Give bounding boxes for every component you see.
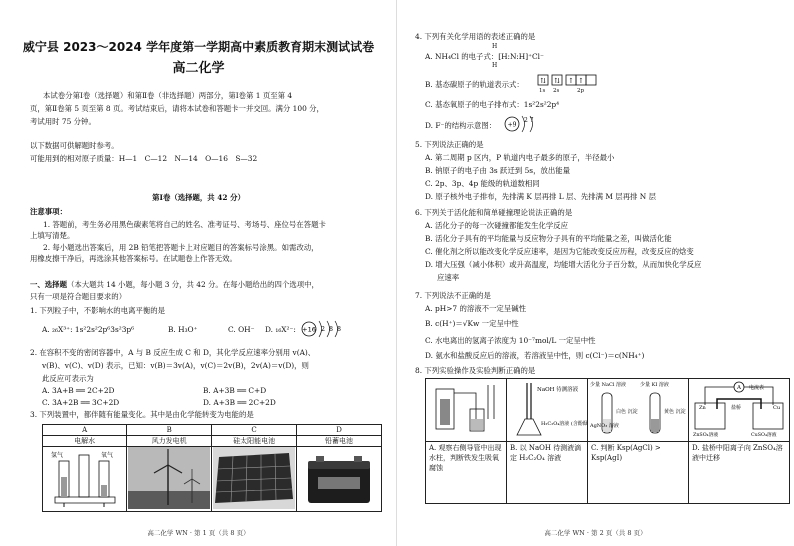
section-title: 第Ⅰ卷（选择题，共 42 分）	[152, 193, 245, 202]
q3-image-electrolysis	[43, 447, 127, 512]
q8-figure-c	[588, 379, 689, 442]
svg-text:CuSO₄溶液: CuSO₄溶液	[751, 433, 777, 438]
q1-ion-structure-diagram	[299, 318, 349, 340]
svg-text:Zn: Zn	[699, 405, 706, 411]
q2-option-c: C. 3A+2B ══ 3C+2D	[42, 398, 120, 407]
q3-image-wind-turbine	[127, 447, 212, 512]
svg-text:↑: ↑	[568, 77, 574, 85]
q2-option-b: B. A+3B ══ C+D	[203, 386, 267, 395]
q3-header-a: A	[43, 425, 127, 436]
svg-text:少量 NaCl 溶液: 少量 NaCl 溶液	[590, 382, 626, 388]
svg-text:NaOH 待测溶液: NaOH 待测溶液	[537, 387, 579, 393]
svg-text:氧气: 氧气	[100, 452, 113, 459]
svg-text:2: 2	[321, 326, 325, 333]
q2-line-1: 2. 在容积不变的密闭容器中，A 与 B 反应生成 C 和 D，其化学反应速率分别用 v(A)、	[30, 348, 316, 357]
reference-line-1: 以下数据可供解题时参考。	[30, 141, 119, 150]
svg-text:H₂C₂O₄溶液 (含酚酞): H₂C₂O₄溶液 (含酚酞)	[541, 421, 587, 427]
q5-option-d: D. 原子核外电子排布，先排满 K 层再排 L 层、先排满 M 层再排 N 层	[425, 192, 656, 201]
orbital-label-2s: 2s	[553, 88, 560, 94]
q4-option-a: A. NH₄Cl 的电子式：[H:N:H]⁺Cl⁻	[425, 52, 544, 61]
svg-text:⇅: ⇅	[540, 77, 546, 85]
orbital-label-2p: 2p	[577, 88, 585, 94]
q2-line-3: 此反应可表示为	[42, 374, 94, 383]
q4-option-b: B. 基态碳原子的轨道表示式：	[425, 80, 524, 89]
q3-device-table	[42, 424, 382, 512]
q8-stem: 8. 下列实验操作及实验判断正确的是	[415, 366, 536, 375]
mc-instructions-line-2: 只有一项是符合题目要求的）	[30, 292, 127, 301]
orbital-label-1s: 1s	[539, 88, 546, 94]
intro-line-1: 本试卷分第Ⅰ卷（选择题）和第Ⅱ卷（非选择题）两部分，第Ⅰ卷第 1 页至第 4	[43, 91, 293, 100]
lead-acid-battery-icon	[298, 447, 380, 509]
q6-stem: 6. 下列关于活化能和简单碰撞理论说法正确的是	[415, 208, 573, 217]
svg-text:AgNO₃ 溶液: AgNO₃ 溶液	[590, 423, 619, 429]
svg-text:⇅: ⇅	[554, 77, 560, 85]
electrolysis-apparatus-icon	[45, 447, 125, 509]
q3-label-d: 铅蓄电池	[297, 436, 382, 447]
q6-option-a: A. 活化分子的每一次碰撞都能发生化学反应	[425, 221, 569, 230]
precipitation-test-tubes-icon	[588, 379, 688, 439]
intro-line-2: 页，第Ⅱ卷第 5 页至第 8 页。考试结束后，请将本试卷和答题卡一并交回。满分 100 分，	[30, 104, 324, 113]
q5-option-a: A. 第二周期 p 区内，P 轨道内电子最多的原子，半径最小	[425, 153, 615, 162]
q5-option-c: C. 2p、3p、4p 能级的轨道数相同	[425, 179, 540, 188]
svg-text:氢气: 氢气	[50, 452, 63, 459]
q8-option-c: C. 判断 Ksp(AgCl) > Ksp(AgI)	[588, 442, 689, 504]
q3-header-b: B	[127, 425, 212, 436]
svg-text:电流表: 电流表	[749, 385, 765, 391]
q7-option-d: D. 氨水和盐酸反应后的溶液，若溶液呈中性，则 c(Cl⁻)＝c(NH₄⁺)	[425, 351, 645, 360]
q8-figure-b	[507, 379, 588, 442]
q7-stem: 7. 下列说法不正确的是	[415, 291, 491, 300]
q4-option-a-h-top: H	[492, 43, 498, 50]
exam-title: 威宁县 2023～2024 学年度第一学期高中素质教育期末测试试卷	[22, 40, 375, 54]
q8-option-a: A. 观察右侧导管中出现水柱，判断铁发生吸氧腐蚀	[426, 442, 507, 504]
q4-option-d: D. F⁻的结构示意图：	[425, 121, 497, 130]
q5-option-b: B. 钠原子的电子由 3s 跃迁到 5s，放出能量	[425, 166, 571, 175]
galvanic-cell-apparatus-icon	[689, 379, 789, 439]
q2-line-2: v(B)、v(C)、v(D) 表示，已知：v(B)＝3v(A)，v(C)＝2v(B)，2v(A)＝v(D)，则	[42, 361, 309, 370]
q1-option-a: A. ₂₆X³⁺: 1s²2s²2p⁶3s²3p⁶	[42, 325, 135, 334]
q6-option-c: C. 催化剂之所以能改变化学反应速率，是因为它能改变反应历程，改变反应的焓变	[425, 247, 694, 256]
q8-figure-d	[689, 379, 790, 442]
q4-option-c: C. 基态氧原子的电子排布式：1s²2s²2p⁴	[425, 100, 560, 109]
q3-label-c: 硅太阳能电池	[212, 436, 297, 447]
q3-image-solar-panel	[212, 447, 297, 512]
svg-text:少量 KI 溶液: 少量 KI 溶液	[640, 382, 669, 388]
q1-option-d: D. ₁₆X²⁻:	[265, 325, 296, 334]
svg-text:+16: +16	[302, 325, 316, 334]
svg-text:ZnSO₄溶液: ZnSO₄溶液	[693, 433, 719, 438]
solar-panel-icon	[213, 447, 295, 509]
note-1-line-1: 1. 答题前，考生务必用黑色碳素笔将自己的姓名、准考证号、考场号、座位号在答题卡	[43, 220, 326, 229]
titration-apparatus-icon	[507, 379, 587, 439]
wind-turbine-icon	[128, 447, 210, 509]
q3-header-d: D	[297, 425, 382, 436]
page-2-footer: 高二化学 WN · 第 2 页（共 8 页）	[544, 529, 647, 537]
q3-image-lead-battery	[297, 447, 382, 512]
q4-stem: 4. 下列有关化学用语的表述正确的是	[415, 32, 536, 41]
q1-option-b: B. H₃O⁺	[168, 325, 198, 334]
q8-option-d: D. 盐桥中阳离子向 ZnSO₄溶液中迁移	[689, 442, 790, 504]
q4-fluoride-shell-numbers: 2 7	[524, 117, 534, 124]
svg-text:Cu: Cu	[773, 405, 781, 411]
notes-title: 注意事项：	[30, 207, 67, 216]
page-1-footer: 高二化学 WN · 第 1 页（共 8 页）	[147, 529, 250, 537]
q4-fluoride-structure-diagram	[502, 112, 542, 136]
q2-option-a: A. 3A+B ══ 2C+2D	[42, 386, 115, 395]
q6-option-d: D. 增大压强（减小体积）或升高温度，均能增大活化分子百分数，从而加快化学反应	[425, 260, 702, 269]
svg-text:A: A	[737, 385, 741, 391]
q3-stem: 3. 下列装置中，都伴随有能量变化。其中是由化学能转变为电能的是	[30, 410, 254, 419]
q8-figure-a	[426, 379, 507, 442]
q1-stem: 1. 下列粒子中，不影响水的电离平衡的是	[30, 306, 166, 315]
iron-corrosion-apparatus-icon	[426, 379, 506, 439]
svg-text:8: 8	[329, 326, 333, 333]
q3-header-c: C	[212, 425, 297, 436]
intro-line-3: 考试用时 75 分钟。	[30, 117, 96, 126]
reference-line-2: 可能用到的相对原子质量：H—1 C—12 N—14 O—16 S—32	[30, 154, 258, 163]
q7-option-c: C. 水电离出的氢离子浓度为 10⁻⁷mol/L 一定呈中性	[425, 336, 596, 345]
q6-option-d-continued: 应速率	[437, 273, 460, 282]
svg-text:黄色 沉淀: 黄色 沉淀	[664, 409, 686, 415]
note-2-line-2: 用橡皮擦干净后，再选涂其他答案标号。在试题卷上作答无效。	[30, 254, 237, 263]
q4-option-a-h-bottom: H	[492, 62, 498, 69]
svg-text:+9: +9	[507, 121, 517, 129]
note-1-line-2: 上填写清楚。	[30, 231, 75, 240]
q8-option-b: B. 以 NaOH 待测液滴定 H₂C₂O₄ 溶液	[507, 442, 588, 504]
q6-option-b: B. 活化分子具有的平均能量与反应物分子具有的平均能量之差，叫做活化能	[425, 234, 672, 243]
q1-option-c: C. OH⁻	[228, 325, 255, 334]
subject-title: 高二化学	[172, 61, 225, 76]
note-2-line-1: 2. 每小题选出答案后，用 2B 铅笔把答题卡上对应题目的答案标号涂黑。如需改动，	[43, 243, 319, 252]
q8-experiment-table	[425, 378, 790, 504]
q3-label-b: 风力发电机	[127, 436, 212, 447]
page-2	[397, 0, 794, 546]
svg-text:白色 沉淀: 白色 沉淀	[616, 409, 638, 415]
q2-option-d: D. A+3B ══ 2C+2D	[203, 398, 276, 407]
svg-text:盐桥: 盐桥	[731, 405, 742, 411]
svg-text:8: 8	[337, 326, 341, 333]
q7-option-a: A. pH>7 的溶液不一定呈碱性	[425, 304, 526, 313]
q3-label-a: 电解水	[43, 436, 127, 447]
mc-instructions-line-1: 一、选择题（本大题共 14 小题，每小题 3 分，共 42 分。在每小题给出的四个选项中，	[30, 280, 319, 289]
q4-orbital-diagram	[537, 74, 599, 94]
q5-stem: 5. 下列说法正确的是	[415, 140, 484, 149]
svg-text:↑: ↑	[578, 77, 584, 85]
q7-option-b: B. c(H⁺)＝√Kw 一定呈中性	[425, 319, 519, 328]
